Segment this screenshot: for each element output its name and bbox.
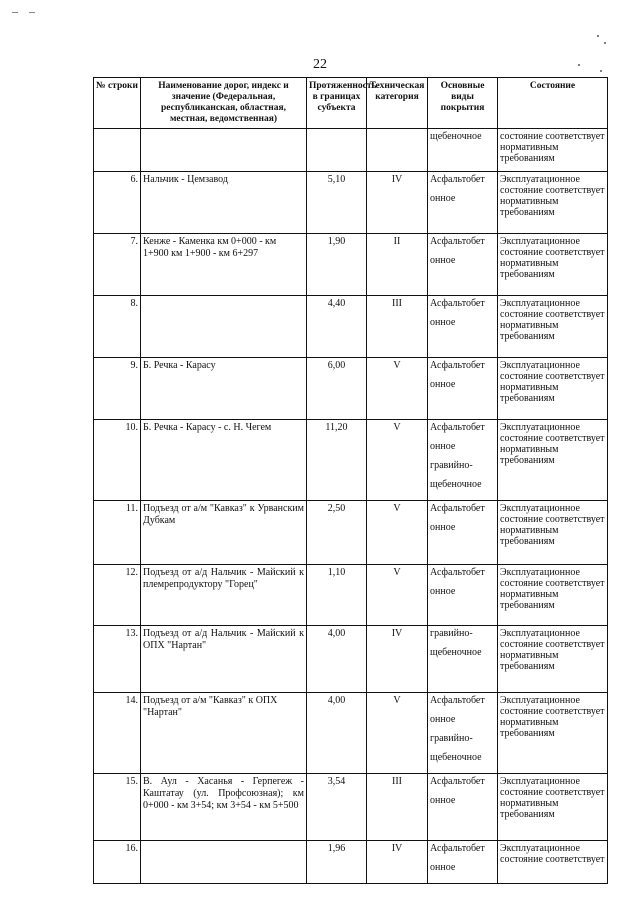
cell-row-number: 12.	[94, 565, 141, 626]
surface-line: Асфальтобет	[430, 298, 485, 309]
cell-road-name: Нальчик - Цемзавод	[141, 172, 307, 234]
header-state: Состояние	[498, 78, 608, 129]
cell-surface	[428, 129, 498, 172]
header-row-number: № строки	[94, 78, 141, 129]
table-row	[94, 626, 608, 693]
cell-length: 4,00	[307, 693, 367, 774]
cell-surface	[428, 501, 498, 565]
cell-state: Эксплуатационное состояние соответствует нормативным требованиям	[498, 358, 608, 420]
table-row	[94, 172, 608, 234]
surface-line: онное	[430, 862, 456, 873]
cell-length: 5,10	[307, 172, 367, 234]
cell-category: IV	[367, 841, 428, 884]
surface-line: щебеночное	[430, 131, 482, 142]
surface-line: щебеночное	[430, 647, 482, 658]
cell-category: V	[367, 565, 428, 626]
cell-state: Эксплуатационное состояние соответствует нормативным требованиям	[498, 774, 608, 841]
cell-category: V	[367, 693, 428, 774]
cell-state: состояние соответствует нормативным требованиям	[498, 129, 608, 172]
surface-line: Асфальтобет	[430, 360, 485, 371]
cell-row-number	[94, 129, 141, 172]
cell-category: V	[367, 420, 428, 501]
cell-row-number: 8.	[94, 296, 141, 358]
surface-line: Асфальтобет	[430, 422, 485, 433]
cell-category	[367, 129, 428, 172]
surface-line: щебеночное	[430, 479, 482, 490]
scan-speck	[597, 35, 599, 37]
cell-surface	[428, 626, 498, 693]
cell-road-name: Подъезд от а/д Нальчик - Майский к ОПХ "Нартан"	[141, 626, 307, 693]
cell-category: V	[367, 358, 428, 420]
cell-length: 1,10	[307, 565, 367, 626]
cell-row-number: 13.	[94, 626, 141, 693]
table-body	[94, 129, 608, 884]
cell-length: 1,96	[307, 841, 367, 884]
scan-artifact-mark: – –	[12, 4, 39, 18]
cell-row-number: 7.	[94, 234, 141, 296]
page-number: 22	[313, 57, 327, 72]
surface-line: Асфальтобет	[430, 174, 485, 185]
cell-category: IV	[367, 626, 428, 693]
cell-length: 2,50	[307, 501, 367, 565]
table-row	[94, 296, 608, 358]
surface-line: Асфальтобет	[430, 503, 485, 514]
surface-line: онное	[430, 317, 456, 328]
cell-state: Эксплуатационное состояние соответствует нормативным требованиям	[498, 234, 608, 296]
surface-line: гравийно-	[430, 628, 473, 639]
header-surface: Основные виды покрытия	[428, 78, 498, 129]
cell-surface	[428, 296, 498, 358]
cell-road-name: Подъезд от а/д Нальчик - Майский к племрепродуктору "Горец"	[141, 565, 307, 626]
cell-length	[307, 129, 367, 172]
cell-road-name: Кенже - Каменка км 0+000 - км 1+900 км 1+900 - км 6+297	[141, 234, 307, 296]
cell-row-number: 9.	[94, 358, 141, 420]
cell-surface	[428, 774, 498, 841]
cell-length: 1,90	[307, 234, 367, 296]
cell-state: Эксплуатационное состояние соответствует нормативным требованиям	[498, 172, 608, 234]
table-row	[94, 234, 608, 296]
cell-road-name: Б. Речка - Карасу - с. Н. Чегем	[141, 420, 307, 501]
table-row	[94, 501, 608, 565]
cell-category: III	[367, 296, 428, 358]
table-row	[94, 841, 608, 884]
table-row	[94, 774, 608, 841]
cell-road-name: В. Аул - Хасанья - Герпегеж - Каштатау (ул. Профсоюзная); км 0+000 - км 3+54; км 3+54 - км 5+500	[141, 774, 307, 841]
cell-surface	[428, 565, 498, 626]
surface-line: онное	[430, 714, 456, 725]
cell-length: 4,00	[307, 626, 367, 693]
cell-category: II	[367, 234, 428, 296]
cell-road-name: Подъезд от а/м "Кавказ" к Урванским Дубкам	[141, 501, 307, 565]
cell-length: 11,20	[307, 420, 367, 501]
cell-surface	[428, 172, 498, 234]
surface-line: Асфальтобет	[430, 776, 485, 787]
surface-line: гравийно-	[430, 733, 473, 744]
scan-speck	[604, 42, 606, 44]
cell-row-number: 16.	[94, 841, 141, 884]
cell-row-number: 14.	[94, 693, 141, 774]
cell-surface	[428, 358, 498, 420]
cell-road-name	[141, 841, 307, 884]
cell-road-name	[141, 296, 307, 358]
cell-state: Эксплуатационное состояние соответствует нормативным требованиям	[498, 501, 608, 565]
cell-surface	[428, 841, 498, 884]
cell-state: Эксплуатационное состояние соответствует нормативным требованиям	[498, 626, 608, 693]
cell-row-number: 6.	[94, 172, 141, 234]
surface-line: онное	[430, 441, 456, 452]
surface-line: гравийно-	[430, 460, 473, 471]
cell-length: 6,00	[307, 358, 367, 420]
surface-line: онное	[430, 522, 456, 533]
table-row	[94, 420, 608, 501]
cell-row-number: 11.	[94, 501, 141, 565]
surface-line: онное	[430, 795, 456, 806]
surface-line: Асфальтобет	[430, 695, 485, 706]
cell-state: Эксплуатационное состояние соответствует нормативным требованиям	[498, 565, 608, 626]
header-road-name: Наименование дорог, индекс и значение (Федеральная, республиканская, областная, местная, ведомственная)	[141, 78, 307, 129]
cell-surface	[428, 420, 498, 501]
header-length: Протяженность в границах субъекта	[307, 78, 367, 129]
cell-row-number: 15.	[94, 774, 141, 841]
table-row	[94, 693, 608, 774]
surface-line: онное	[430, 586, 456, 597]
cell-length: 4,40	[307, 296, 367, 358]
surface-line: онное	[430, 379, 456, 390]
cell-category: IV	[367, 172, 428, 234]
surface-line: онное	[430, 193, 456, 204]
table-row	[94, 358, 608, 420]
header-category: Техническая категория	[367, 78, 428, 129]
surface-line: онное	[430, 255, 456, 266]
cell-state: Эксплуатационное состояние соответствует нормативным требованиям	[498, 693, 608, 774]
cell-length: 3,54	[307, 774, 367, 841]
surface-line: щебеночное	[430, 752, 482, 763]
cell-state: Эксплуатационное состояние соответствует	[498, 841, 608, 884]
surface-line: Асфальтобет	[430, 567, 485, 578]
surface-line: Асфальтобет	[430, 236, 485, 247]
table-row-continuation	[94, 129, 608, 172]
table-header	[94, 78, 608, 129]
cell-road-name: Б. Речка - Карасу	[141, 358, 307, 420]
cell-surface	[428, 234, 498, 296]
cell-category: III	[367, 774, 428, 841]
roads-table	[93, 77, 608, 884]
cell-road-name	[141, 129, 307, 172]
cell-road-name: Подъезд от а/м "Кавказ" к ОПХ "Нартан"	[141, 693, 307, 774]
table-row	[94, 565, 608, 626]
cell-category: V	[367, 501, 428, 565]
surface-line: Асфальтобет	[430, 843, 485, 854]
cell-row-number: 10.	[94, 420, 141, 501]
cell-surface	[428, 693, 498, 774]
cell-state: Эксплуатационное состояние соответствует нормативным требованиям	[498, 296, 608, 358]
cell-state: Эксплуатационное состояние соответствует нормативным требованиям	[498, 420, 608, 501]
